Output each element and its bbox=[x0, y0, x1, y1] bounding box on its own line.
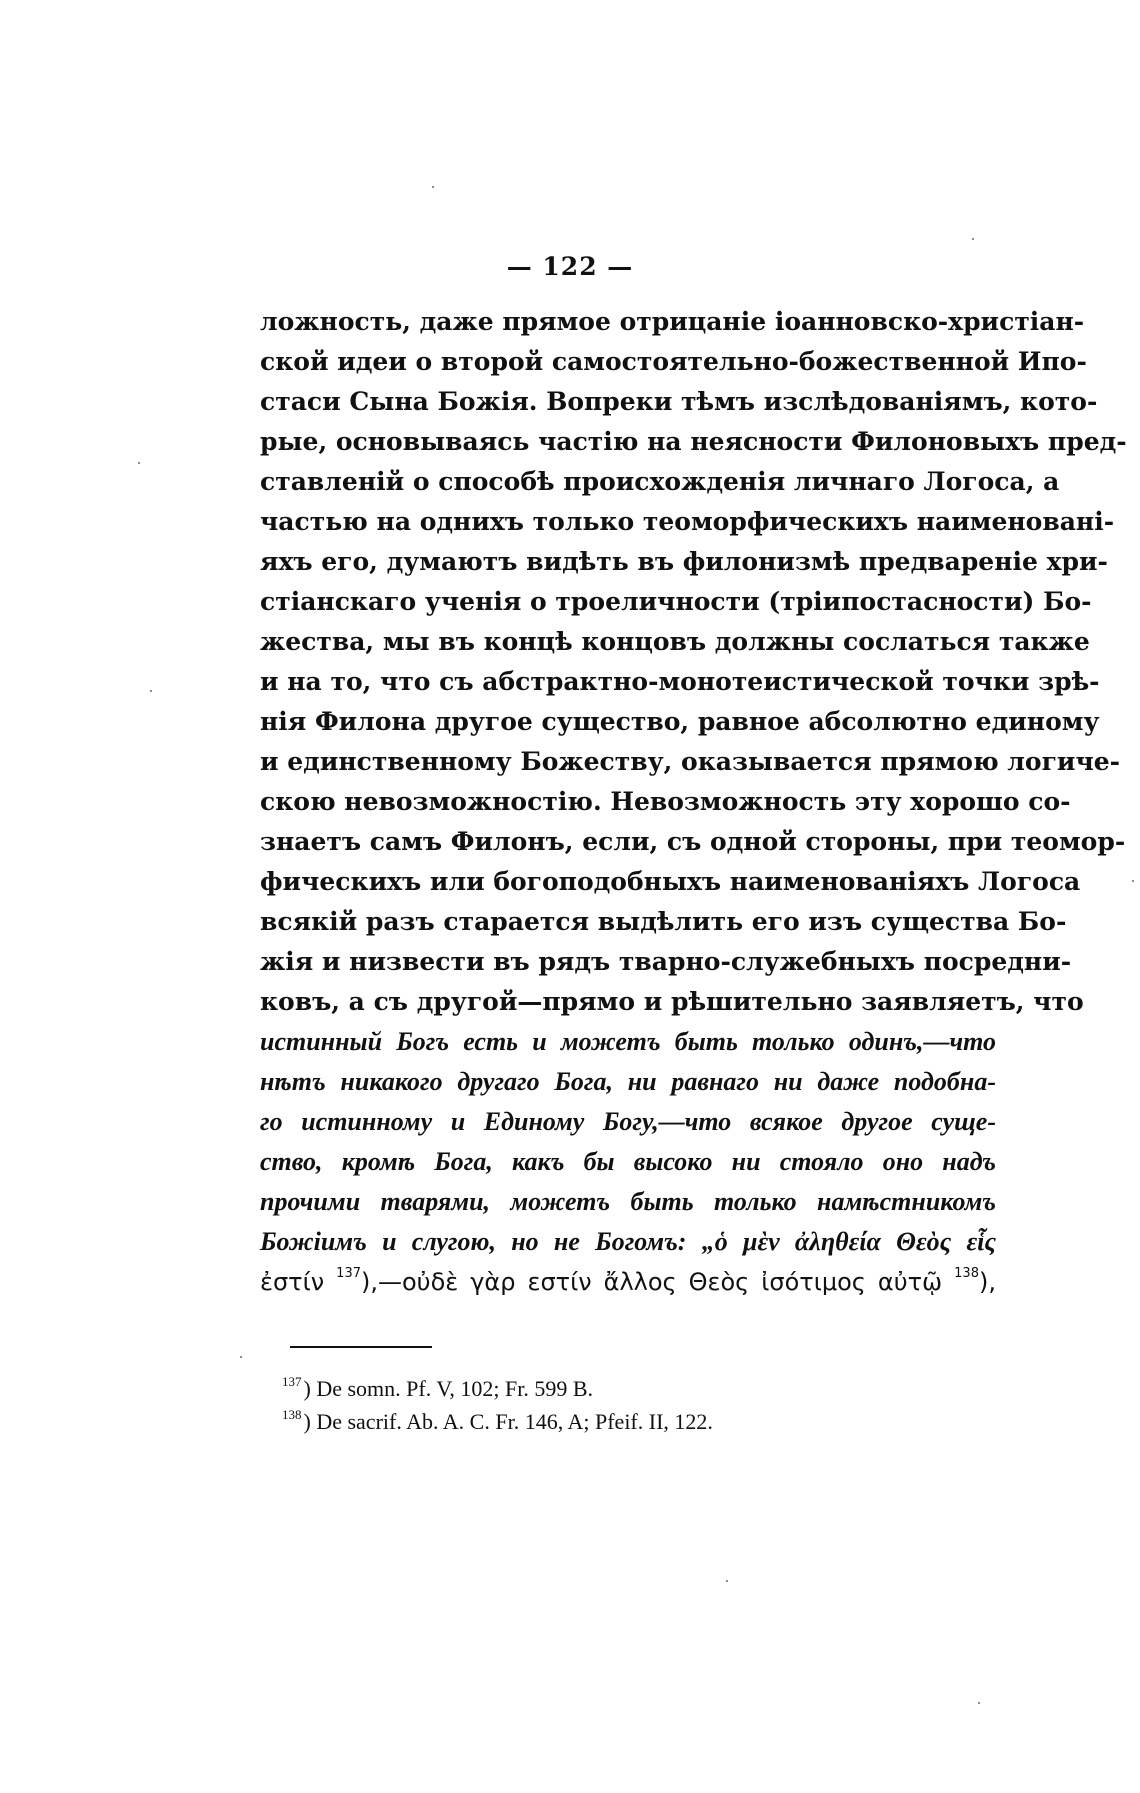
text-line: частью на однихъ только теоморфическихъ наименовані- bbox=[260, 507, 1115, 536]
text-line: фическихъ или богоподобныхъ наименованіяхъ Логоса bbox=[260, 867, 1081, 896]
body-text bbox=[260, 302, 1127, 1302]
scan-speck bbox=[240, 1356, 242, 1358]
text-line: стаси Сына Божія. Вопреки тѣмъ изслѣдованіямъ, кото- bbox=[260, 387, 1098, 416]
footnote-text: ) De sacrif. Ab. A. C. Fr. 146, A; Pfeif. II, 122. bbox=[303, 1409, 713, 1434]
text-line: знаетъ самъ Филонъ, если, съ одной стороны, при теомор- bbox=[260, 827, 1126, 856]
footnote-mark: 138 bbox=[282, 1407, 302, 1422]
text-line-italic: прочими тварями, можетъ быть только намѣстникомъ bbox=[260, 1187, 996, 1216]
greek-fragment: ),—οὐδὲ γὰρ εστίν ἄλλος Θεὸς ἰσότιμος αὐτῷ bbox=[361, 1268, 943, 1296]
text-line-italic: Божіимъ и слугою, но не Богомъ: „ὁ μὲν ἀληθεία Θεὸς εἷς bbox=[260, 1227, 996, 1256]
footnote-text: ) De somn. Pf. V, 102; Fr. 599 B. bbox=[303, 1376, 594, 1401]
scan-speck bbox=[150, 690, 152, 692]
text-line: рые, основываясь частію на неясности Филоновыхъ пред- bbox=[260, 427, 1127, 456]
scan-speck bbox=[978, 1702, 980, 1704]
text-line: ской идеи о второй самостоятельно-божественной Ипо- bbox=[260, 347, 1087, 376]
text-line: жія и низвести въ рядъ тварно-служебныхъ посредни- bbox=[260, 947, 1072, 976]
text-line-italic: истинный Богъ есть и можетъ быть только одинъ,—что bbox=[260, 1027, 996, 1056]
footnote-ref: 137 bbox=[336, 1266, 361, 1281]
scan-speck bbox=[138, 462, 140, 464]
text-line-italic: го истинному и Единому Богу,—что всякое другое суще- bbox=[260, 1107, 996, 1136]
text-line: скою невозможностію. Невозможность эту хорошо со- bbox=[260, 787, 1071, 816]
text-line: жества, мы въ концѣ концовъ должны сослаться также bbox=[260, 627, 1090, 656]
text-line: и на то, что съ абстрактно-монотеистической точки зрѣ- bbox=[260, 667, 1100, 696]
text-line: и единственному Божеству, оказывается прямою логиче- bbox=[260, 747, 1121, 776]
scan-speck bbox=[972, 238, 974, 240]
footnote-ref: 138 bbox=[954, 1266, 979, 1281]
text-line: яхъ его, думаютъ видѣть въ филонизмѣ предвареніе хри- bbox=[260, 547, 1108, 576]
text-line-greek bbox=[260, 1262, 996, 1302]
text-line: ложность, даже прямое отрицаніе іоанновско-христіан- bbox=[260, 307, 1085, 336]
scan-speck bbox=[1132, 880, 1134, 882]
footnotes bbox=[282, 1372, 882, 1438]
text-line: стіанскаго ученія о троеличности (тріипостасности) Бо- bbox=[260, 587, 1092, 616]
text-line: ставленій о способѣ происхожденія личнаго Логоса, а bbox=[260, 467, 1060, 496]
greek-fragment: ), bbox=[978, 1268, 996, 1296]
text-line-italic: нѣтъ никакого другаго Бога, ни равнаго ни даже подобна- bbox=[260, 1067, 996, 1096]
footnote-mark: 137 bbox=[282, 1374, 302, 1389]
text-line: нія Филона другое существо, равное абсолютно единому bbox=[260, 707, 1100, 736]
scan-speck bbox=[726, 1580, 728, 1582]
page-number: — 122 — bbox=[506, 252, 634, 281]
scan-speck bbox=[432, 186, 434, 188]
footnote bbox=[282, 1372, 882, 1405]
text-line: всякій разъ старается выдѣлить его изъ существа Бо- bbox=[260, 907, 1067, 936]
text-line: ковъ, а съ другой—прямо и рѣшительно заявляетъ, что bbox=[260, 987, 1084, 1016]
greek-fragment: ἐστίν bbox=[260, 1268, 325, 1296]
footnote-separator bbox=[290, 1346, 432, 1348]
text-line-italic: ство, кромѣ Бога, какъ бы высоко ни стояло оно надъ bbox=[260, 1147, 996, 1176]
footnote bbox=[282, 1405, 882, 1438]
